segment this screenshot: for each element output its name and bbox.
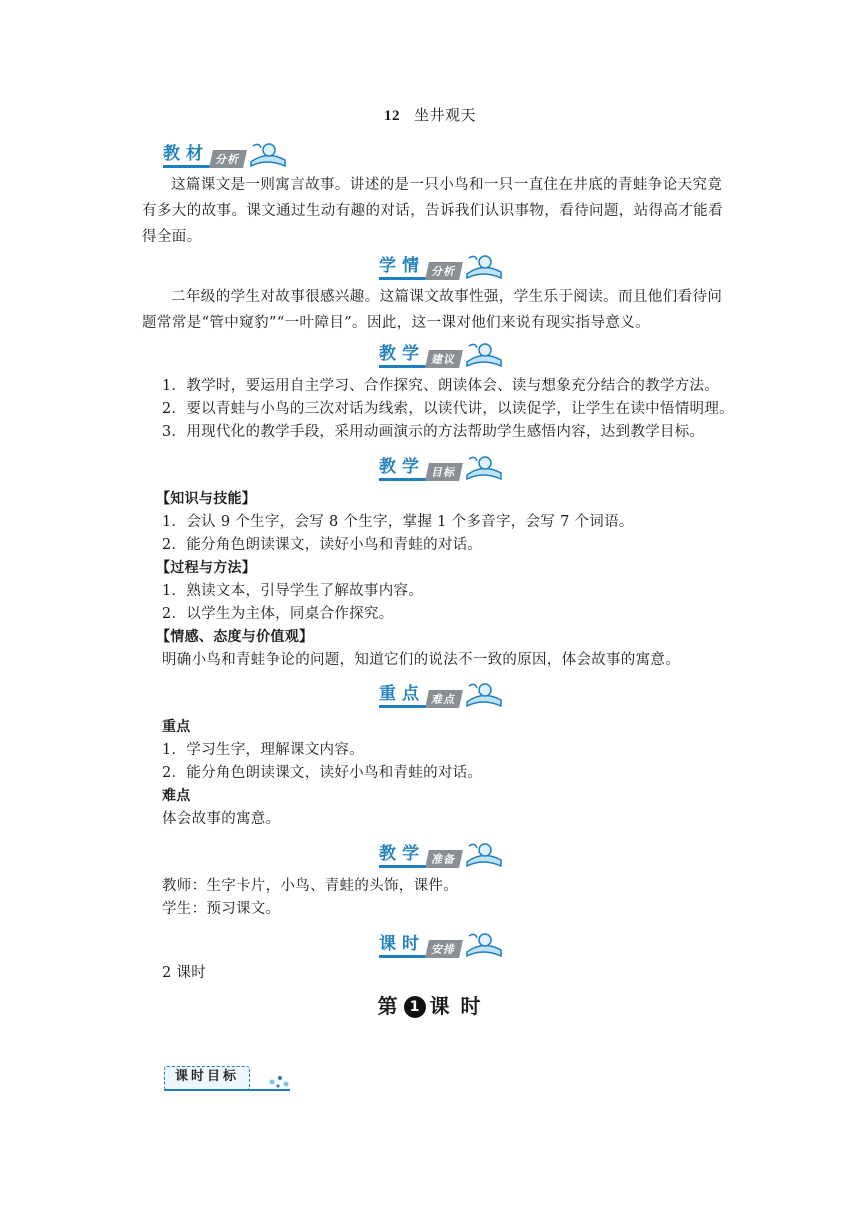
book-fish-icon bbox=[463, 680, 505, 708]
banner-main-text: 教学 bbox=[379, 456, 427, 481]
goal-heading-process: 【过程与方法】 bbox=[156, 560, 257, 576]
goal-item: 明确小鸟和青蛙争论的问题，知道它们的说法不一致的原因，体会故事的寓意。 bbox=[162, 652, 680, 668]
student-paragraph: 二年级的学生对故事很感兴趣。这篇课文故事性强，学生乐于阅读。而且他们看待问题常常是“管中窥豹”“一叶障目”。因此，这一课对他们来说有现实指导意义。 bbox=[142, 289, 723, 331]
goal-item: 2．以学生为主体，同桌合作探究。 bbox=[162, 606, 394, 622]
banner-tag-text: 建议 bbox=[425, 350, 463, 368]
lesson-number-circle: 1 bbox=[404, 996, 426, 1018]
time-text: 2 课时 bbox=[162, 965, 207, 981]
banner-tag-text: 分析 bbox=[209, 150, 247, 168]
book-fish-icon bbox=[247, 140, 289, 168]
goal-item: 1．会认 9 个生字，会写 8 个生字，掌握 1 个多音字，会写 7 个词语。 bbox=[162, 514, 634, 530]
book-fish-icon bbox=[463, 840, 505, 868]
lesson-title: 坐井观天 bbox=[413, 106, 476, 124]
section-banner-time bbox=[379, 930, 505, 958]
sparkle-dots-icon bbox=[266, 1072, 292, 1090]
banner-tag-text: 目标 bbox=[425, 463, 463, 481]
goal-heading-emotion: 【情感、态度与价值观】 bbox=[156, 629, 314, 645]
section-banner-goals bbox=[379, 453, 505, 481]
banner-main-text: 重点 bbox=[379, 683, 427, 708]
banner-main-text: 教学 bbox=[379, 343, 427, 368]
key-item: 2．能分角色朗读课文，读好小鸟和青蛙的对话。 bbox=[162, 765, 483, 781]
section-banner-suggest bbox=[379, 340, 505, 368]
material-paragraph: 这篇课文是一则寓言故事。讲述的是一只小鸟和一只一直住在井底的青蛙争论天究竟有多大的故事。课文通过生动有趣的对话，告诉我们认识事物，看待问题，站得高才能看得全面。 bbox=[142, 177, 724, 245]
book-fish-icon bbox=[463, 930, 505, 958]
banner-tag-text: 准备 bbox=[425, 850, 463, 868]
suggestion-item: 3．用现代化的教学手段，采用动画演示的方法帮助学生感悟内容，达到教学目标。 bbox=[162, 424, 705, 440]
banner-tag-text: 分析 bbox=[425, 262, 463, 280]
banner-main-text: 学情 bbox=[379, 255, 427, 280]
prep-teacher: 教师：生字卡片，小鸟、青蛙的头饰，课件。 bbox=[162, 878, 458, 894]
difficulty-heading: 难点 bbox=[162, 788, 191, 804]
banner-main-text: 教学 bbox=[379, 843, 427, 868]
lesson-heading bbox=[0, 990, 860, 1019]
banner-main-text: 教材 bbox=[163, 143, 211, 168]
goal-item: 2．能分角色朗读课文，读好小鸟和青蛙的对话。 bbox=[162, 537, 483, 553]
book-fish-icon bbox=[463, 340, 505, 368]
page-title bbox=[0, 104, 860, 125]
lesson-suffix: 课 时 bbox=[429, 994, 483, 1018]
goal-item: 1．熟读文本，引导学生了解故事内容。 bbox=[162, 583, 424, 599]
banner-tag-text: 安排 bbox=[425, 940, 463, 958]
section-banner-material bbox=[163, 140, 289, 168]
prep-student: 学生：预习课文。 bbox=[162, 901, 281, 917]
goal-heading-knowledge: 【知识与技能】 bbox=[156, 491, 257, 507]
lesson-prefix: 第 bbox=[377, 994, 400, 1018]
key-heading: 重点 bbox=[162, 719, 191, 735]
book-fish-icon bbox=[463, 453, 505, 481]
book-fish-icon bbox=[463, 252, 505, 280]
lesson-goal-tag: 课时目标 bbox=[164, 1066, 250, 1090]
section-banner-key bbox=[379, 680, 505, 708]
difficulty-item: 体会故事的寓意。 bbox=[162, 811, 281, 827]
lesson-number: 12 bbox=[383, 108, 400, 124]
section-banner-student bbox=[379, 252, 505, 280]
suggestion-item: 1．教学时，要运用自主学习、合作探究、朗读体会、读与想象充分结合的教学方法。 bbox=[162, 378, 720, 394]
key-item: 1．学习生字，理解课文内容。 bbox=[162, 742, 364, 758]
section-banner-prep bbox=[379, 840, 505, 868]
banner-main-text: 课时 bbox=[379, 933, 427, 958]
banner-tag-text: 难点 bbox=[425, 690, 463, 708]
suggestion-item: 2．要以青蛙与小鸟的三次对话为线索，以读代讲，以读促学，让学生在读中悟情明理。 bbox=[162, 401, 734, 417]
